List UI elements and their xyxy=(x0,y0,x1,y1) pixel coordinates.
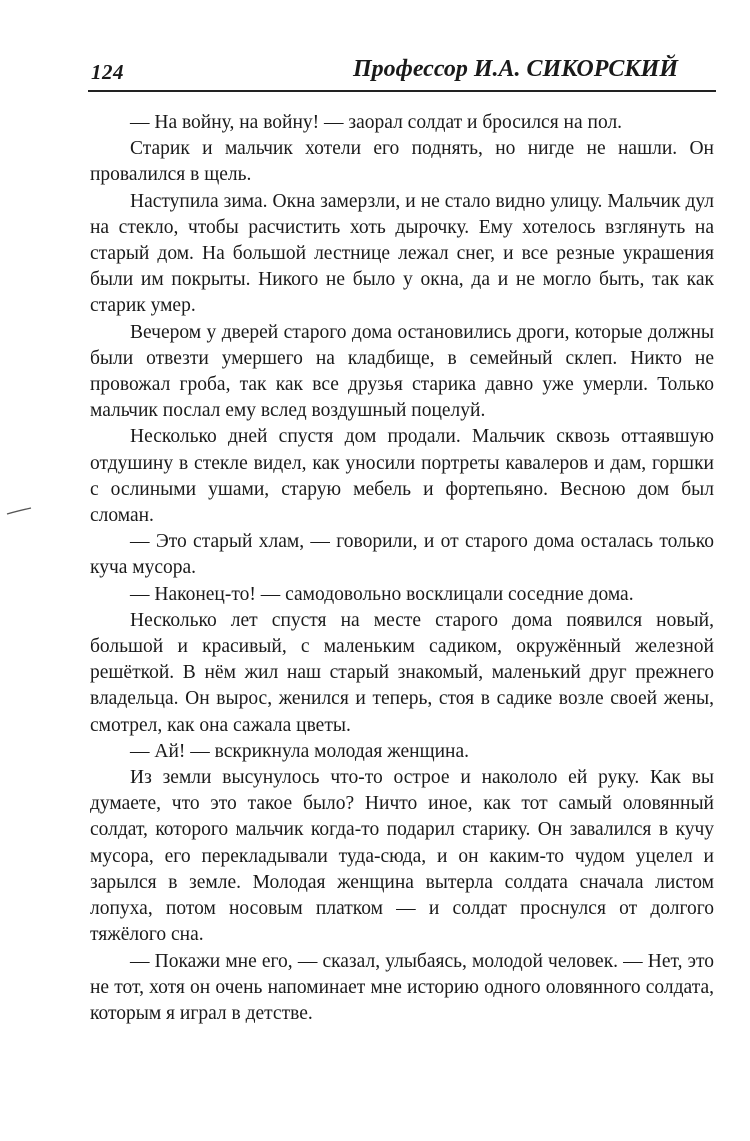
page-number: 124 xyxy=(91,60,124,84)
page-header xyxy=(88,52,716,92)
paragraph: — Ай! — вскрикнула молодая женщина. xyxy=(130,740,470,762)
paragraph: — Покажи мне его, — сказал, улыбаясь, молодой человек. — Нет, это не тот, хотя он очень напоминает мне историю одного оловянного солдата, которым я играл в детстве. xyxy=(90,950,714,1024)
margin-pencil-mark xyxy=(6,506,32,516)
paragraph: Несколько дней спустя дом продали. Мальчик сквозь оттаявшую отдушину в стекле видел, как уносили портреты кавалеров и дам, горшки с ослиными ушами, старую мебель и фортепьяно. Весною дом был сломан. xyxy=(90,426,714,527)
paragraph: — На войну, на войну! — заорал солдат и бросился на пол. xyxy=(130,112,623,133)
paragraph: Старик и мальчик хотели его поднять, но нигде не нашли. Он провалился в щель. xyxy=(90,138,714,186)
header-rule xyxy=(88,90,716,92)
paragraph: Несколько лет спустя на месте старого дома появился новый, большой и красивый, с маленьким садиком, окружённый железной решёткой. В нём жил наш старый знакомый, маленький друг прежнего владельца. Он вырос, женился и теперь, стоя в садике возле своей жены, смотрел, как она сажала цветы. xyxy=(90,609,714,736)
paragraph: Из земли высунулось что-то острое и накололо ей руку. Как вы думаете, что это такое было? Ничто иное, как тот самый оловянный солдат, которого мальчик когда-то подарил старику. Он завалился в кучу мусора, его перекладывали туда-сюда, и он каким-то чудом уцелел и зарылся в земле. Молодая женщина вытерла солдата сначала листом лопуха, потом носовым платком — и солдат проснулся от долгого тяжёлого сна. xyxy=(90,767,714,946)
paragraph: — Это старый хлам, — говорили, и от старого дома осталась только куча мусора. xyxy=(90,531,714,579)
paragraph: Вечером у дверей старого дома остановились дроги, которые должны были отвезти умершего на кладбище, в семейный склеп. Никто не провожал гроба, так как все друзья старика давно уже умерли. Только мальчик послал ему вслед воздушный поцелуй. xyxy=(90,321,714,422)
body-text xyxy=(90,110,714,1027)
paragraph: Наступила зима. Окна замерзли, и не стало видно улицу. Мальчик дул на стекло, чтобы расчистить хоть дырочку. Ему хотелось взглянуть на старый дом. На большой лестнице лежал снег, и все резные украшения были им покрыты. Никого не было у окна, да и не могло быть, так как старик умер. xyxy=(90,190,714,317)
running-title: Профессор И.А. СИКОРСКИЙ xyxy=(352,56,678,82)
paragraph: — Наконец-то! — самодовольно восклицали соседние дома. xyxy=(130,583,634,605)
